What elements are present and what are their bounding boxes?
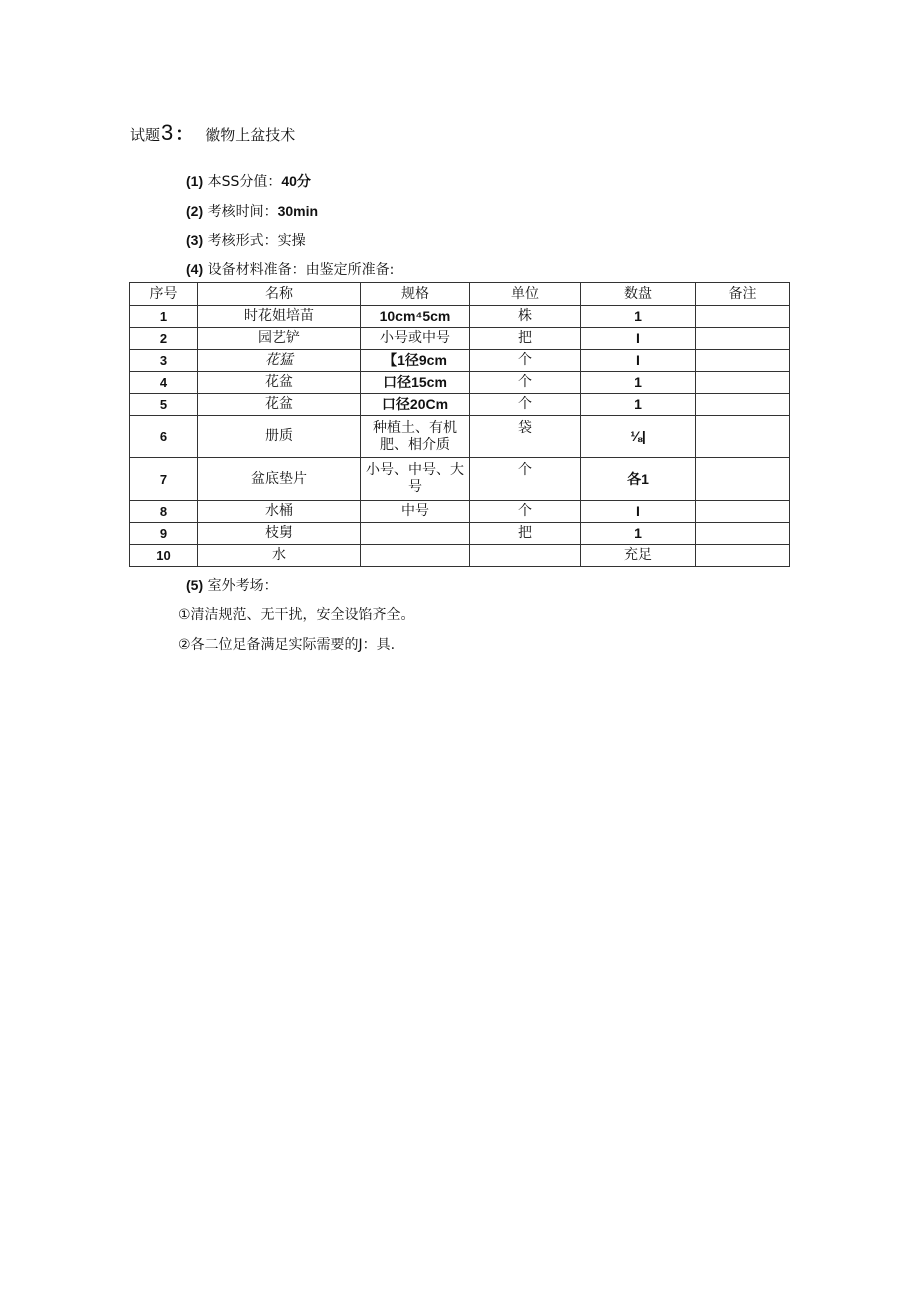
table-row [130,306,790,328]
item-marker: (4) [186,261,204,277]
title-number: 3 [161,120,174,145]
cell-note [696,458,790,501]
cell-note [696,416,790,458]
cell-note [696,545,790,567]
cell-note [696,372,790,394]
cell-qty: I [581,350,696,372]
item-value: 40分 [281,173,311,189]
cell-qty: 充足 [581,545,696,567]
item-score [186,171,311,191]
item-venue [186,575,278,595]
cell-spec: 口径15cm [361,372,470,394]
cell-name: 水桶 [198,501,361,523]
item-format [186,230,306,250]
table-row [130,394,790,416]
cell-no: 8 [130,501,198,523]
cell-spec-text: 小号、中号、大号 [366,462,464,495]
cell-spec: 【1径9cm [361,350,470,372]
cell-note [696,328,790,350]
cell-note [696,350,790,372]
cell-qty: 各1 [581,458,696,501]
header-no: 序号 [130,283,198,306]
cell-qty: I [581,328,696,350]
item-equipment [186,259,394,279]
title-prefix: 试题 [130,126,161,144]
cell-spec [361,523,470,545]
cell-qty: 1 [581,372,696,394]
cell-no: 4 [130,372,198,394]
cell-qty: ⅛| [581,416,696,458]
cell-unit [470,545,581,567]
cell-qty: 1 [581,523,696,545]
venue-requirement-1: ①清洁规范、无干扰，安全设馅齐全。 [178,607,415,623]
title-text: 徽物上盆技术 [205,126,296,144]
cell-note [696,394,790,416]
cell-spec: 口径20Cm [361,394,470,416]
cell-no: 3 [130,350,198,372]
item-marker: (3) [186,232,204,248]
item-label: 室外考场： [207,578,278,594]
header-note: 备注 [696,283,790,306]
cell-unit: 个 [470,501,581,523]
cell-unit: 把 [470,328,581,350]
item-label: 考核形式： [207,233,278,249]
table-row [130,523,790,545]
cell-name: 花盆 [198,394,361,416]
venue-requirement-2: ②各二位足备满足实际需要的J：具. [178,637,396,653]
cell-name: 花盆 [198,372,361,394]
table-row [130,328,790,350]
cell-spec [361,458,470,501]
cell-note [696,306,790,328]
title-colon: ： [175,124,194,145]
cell-name: 时花姐培苗 [198,306,361,328]
cell-unit: 株 [470,306,581,328]
item-time [186,201,318,221]
item-marker: (1) [186,173,204,189]
table-row [130,458,790,501]
cell-no: 1 [130,306,198,328]
table-row [130,416,790,458]
header-spec: 规格 [361,283,470,306]
item-marker: (5) [186,577,204,593]
item-label: 考核时间： [207,204,278,220]
cell-note [696,523,790,545]
table-row [130,350,790,372]
cell-no: 5 [130,394,198,416]
table-row [130,501,790,523]
cell-spec [361,545,470,567]
cell-name: 园艺铲 [198,328,361,350]
cell-spec: 10cm⁴5cm [361,306,470,328]
cell-unit: 个 [470,458,581,501]
cell-spec: 中号 [361,501,470,523]
cell-no: 7 [130,458,198,501]
cell-qty: 1 [581,394,696,416]
header-unit: 单位 [470,283,581,306]
cell-unit: 个 [470,350,581,372]
cell-name: 枝舅 [198,523,361,545]
cell-name: 花猛 [198,350,361,372]
question-title [130,120,295,146]
cell-unit: 袋 [470,416,581,458]
item-label: 设备材料准备：由鉴定所准备: [207,262,395,278]
cell-spec [361,416,470,458]
cell-unit: 个 [470,394,581,416]
equipment-table [129,282,790,567]
cell-unit: 把 [470,523,581,545]
table-row [130,545,790,567]
item-marker: (2) [186,203,204,219]
cell-name: 水 [198,545,361,567]
cell-no: 10 [130,545,198,567]
cell-spec-text: 种植土、有机肥、相介质 [373,419,457,453]
cell-note [696,501,790,523]
cell-spec: 小号或中号 [361,328,470,350]
item-value: 实操 [277,233,306,249]
table-row [130,372,790,394]
header-qty: 数盘 [581,283,696,306]
cell-no: 2 [130,328,198,350]
table-header-row [130,283,790,306]
cell-unit: 个 [470,372,581,394]
item-label: 本SS分值： [207,174,282,190]
cell-name: 册质 [198,416,361,458]
header-name: 名称 [198,283,361,306]
cell-no: 9 [130,523,198,545]
cell-name: 盆底垫片 [198,458,361,501]
item-value: 30min [277,203,319,219]
cell-qty: 1 [581,306,696,328]
cell-no: 6 [130,416,198,458]
cell-qty: I [581,501,696,523]
